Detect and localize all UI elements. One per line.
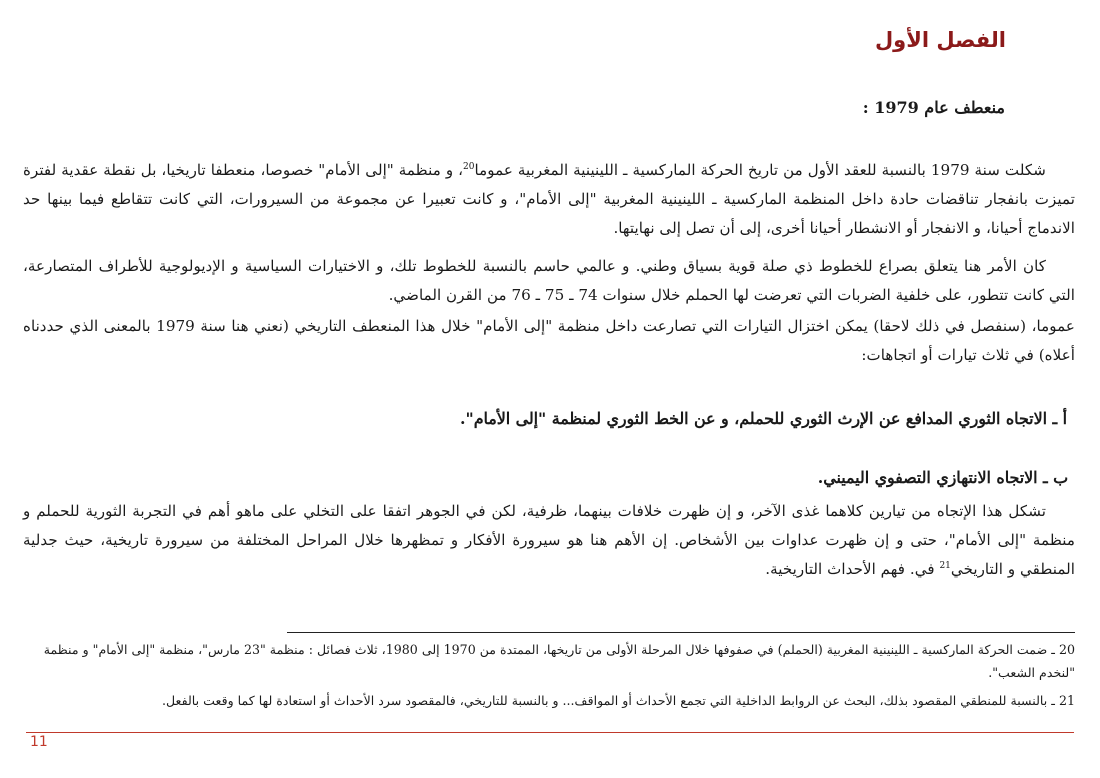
paragraph-4-text-a: تشكل هذا الإتجاه من تيارين كلاهما غذى الآخر، و إن ظهرت خلافات بينهما، ظرفية، لكن في الجوهر اتفقا على التخلي على ماهو أهم في التجربة الثورية للحملم و منظمة "إلى الأمام"، حتى و إن ظهرت عداوات بين الأشخاص. إن الأهم هنا هو سيرورة الأفكار و تمظهرها خلال المراحل المختلفة من سيرورة تاريخية، حيث جدلية المنطقي و التاريخي — [23, 502, 1075, 578]
footnote-21: 21 ـ بالنسبة للمنطقي المقصود بذلك، البحث عن الروابط الداخلية التي تجمع الأحداث أو المواقف... و بالنسبة للتاريخي، فالمقصود سرد الأحداث أو استعادة لها كما وقعت بالفعل. — [161, 693, 1075, 708]
page-number: 11 — [30, 734, 48, 750]
page-bottom-rule — [26, 732, 1074, 733]
paragraph-1 — [23, 156, 1075, 243]
footnote-ref-20[interactable]: 20 — [463, 161, 475, 172]
chapter-title: الفصل الأول — [874, 28, 1006, 52]
footnote-ref-21[interactable]: 21 — [939, 560, 951, 571]
paragraph-2: كان الأمر هنا يتعلق بصراع للخطوط ذي صلة قوية بسياق وطني. و عالمي حاسم بالنسبة للخطوط تلك، و الاختيارات السياسية و الإديولوجية للأطراف المتصارعة، التي كانت تتطور، على خلفية الضربات التي تعرضت لها الحملم خلال سنوات 74 ـ 75 ـ 76 من القرن الماضي. — [23, 257, 1075, 304]
footnote-20: 20 ـ ضمت الحركة الماركسية ـ اللينينية المغربية (الحملم) في صفوفها خلال المرحلة الأولى من تاريخها، الممتدة من 1970 إلى 1980، ثلاث فصائل : منظمة "23 مارس"، منظمة "إلى الأمام" و منظمة "لنخدم الشعب". — [43, 642, 1075, 680]
section-heading: منعطف عام 1979 : — [862, 98, 1005, 117]
trend-b-heading: ب ـ الاتجاه الانتهازي التصفوي اليميني. — [817, 468, 1068, 487]
paragraph-4 — [23, 497, 1075, 584]
trend-a-heading: أ ـ الاتجاه الثوري المدافع عن الإرث الثوري للحملم، و عن الخط الثوري لمنظمة "إلى الأمام". — [459, 409, 1067, 428]
paragraph-1-text-a: شكلت سنة 1979 بالنسبة للعقد الأول من تاريخ الحركة الماركسية ـ اللينينية المغربية عموما — [474, 161, 1046, 179]
paragraph-3: عموما، (سنفصل في ذلك لاحقا) يمكن اختزال التيارات التي تصارعت داخل منظمة "إلى الأمام" خلال هذا المنعطف التاريخي (نعني هنا سنة 1979 بالمعنى الذي حددناه أعلاه) في ثلاث تيارات أو اتجاهات: — [23, 317, 1075, 364]
paragraph-4-text-b: في. فهم الأحداث التاريخية. — [765, 560, 940, 578]
paragraph-1-text-b: ، و منظمة "إلى الأمام" خصوصا، منعطفا تاريخيا، بل نقطة عقدية لفترة تميزت بانفجار تناقضات حادة داخل المنظمة الماركسية ـ اللينينية المغربية "إلى الأمام"، و كانت تعبيرا عن مجموعة من السيرورات، التي كانت تتقاطع فيما بينها حد الاندماج أحيانا، و الانفجار أو الانشطار أحيانا أخرى، إلى أن تصل إلى نهايتها. — [23, 161, 1075, 237]
footnote-divider — [287, 632, 1075, 633]
